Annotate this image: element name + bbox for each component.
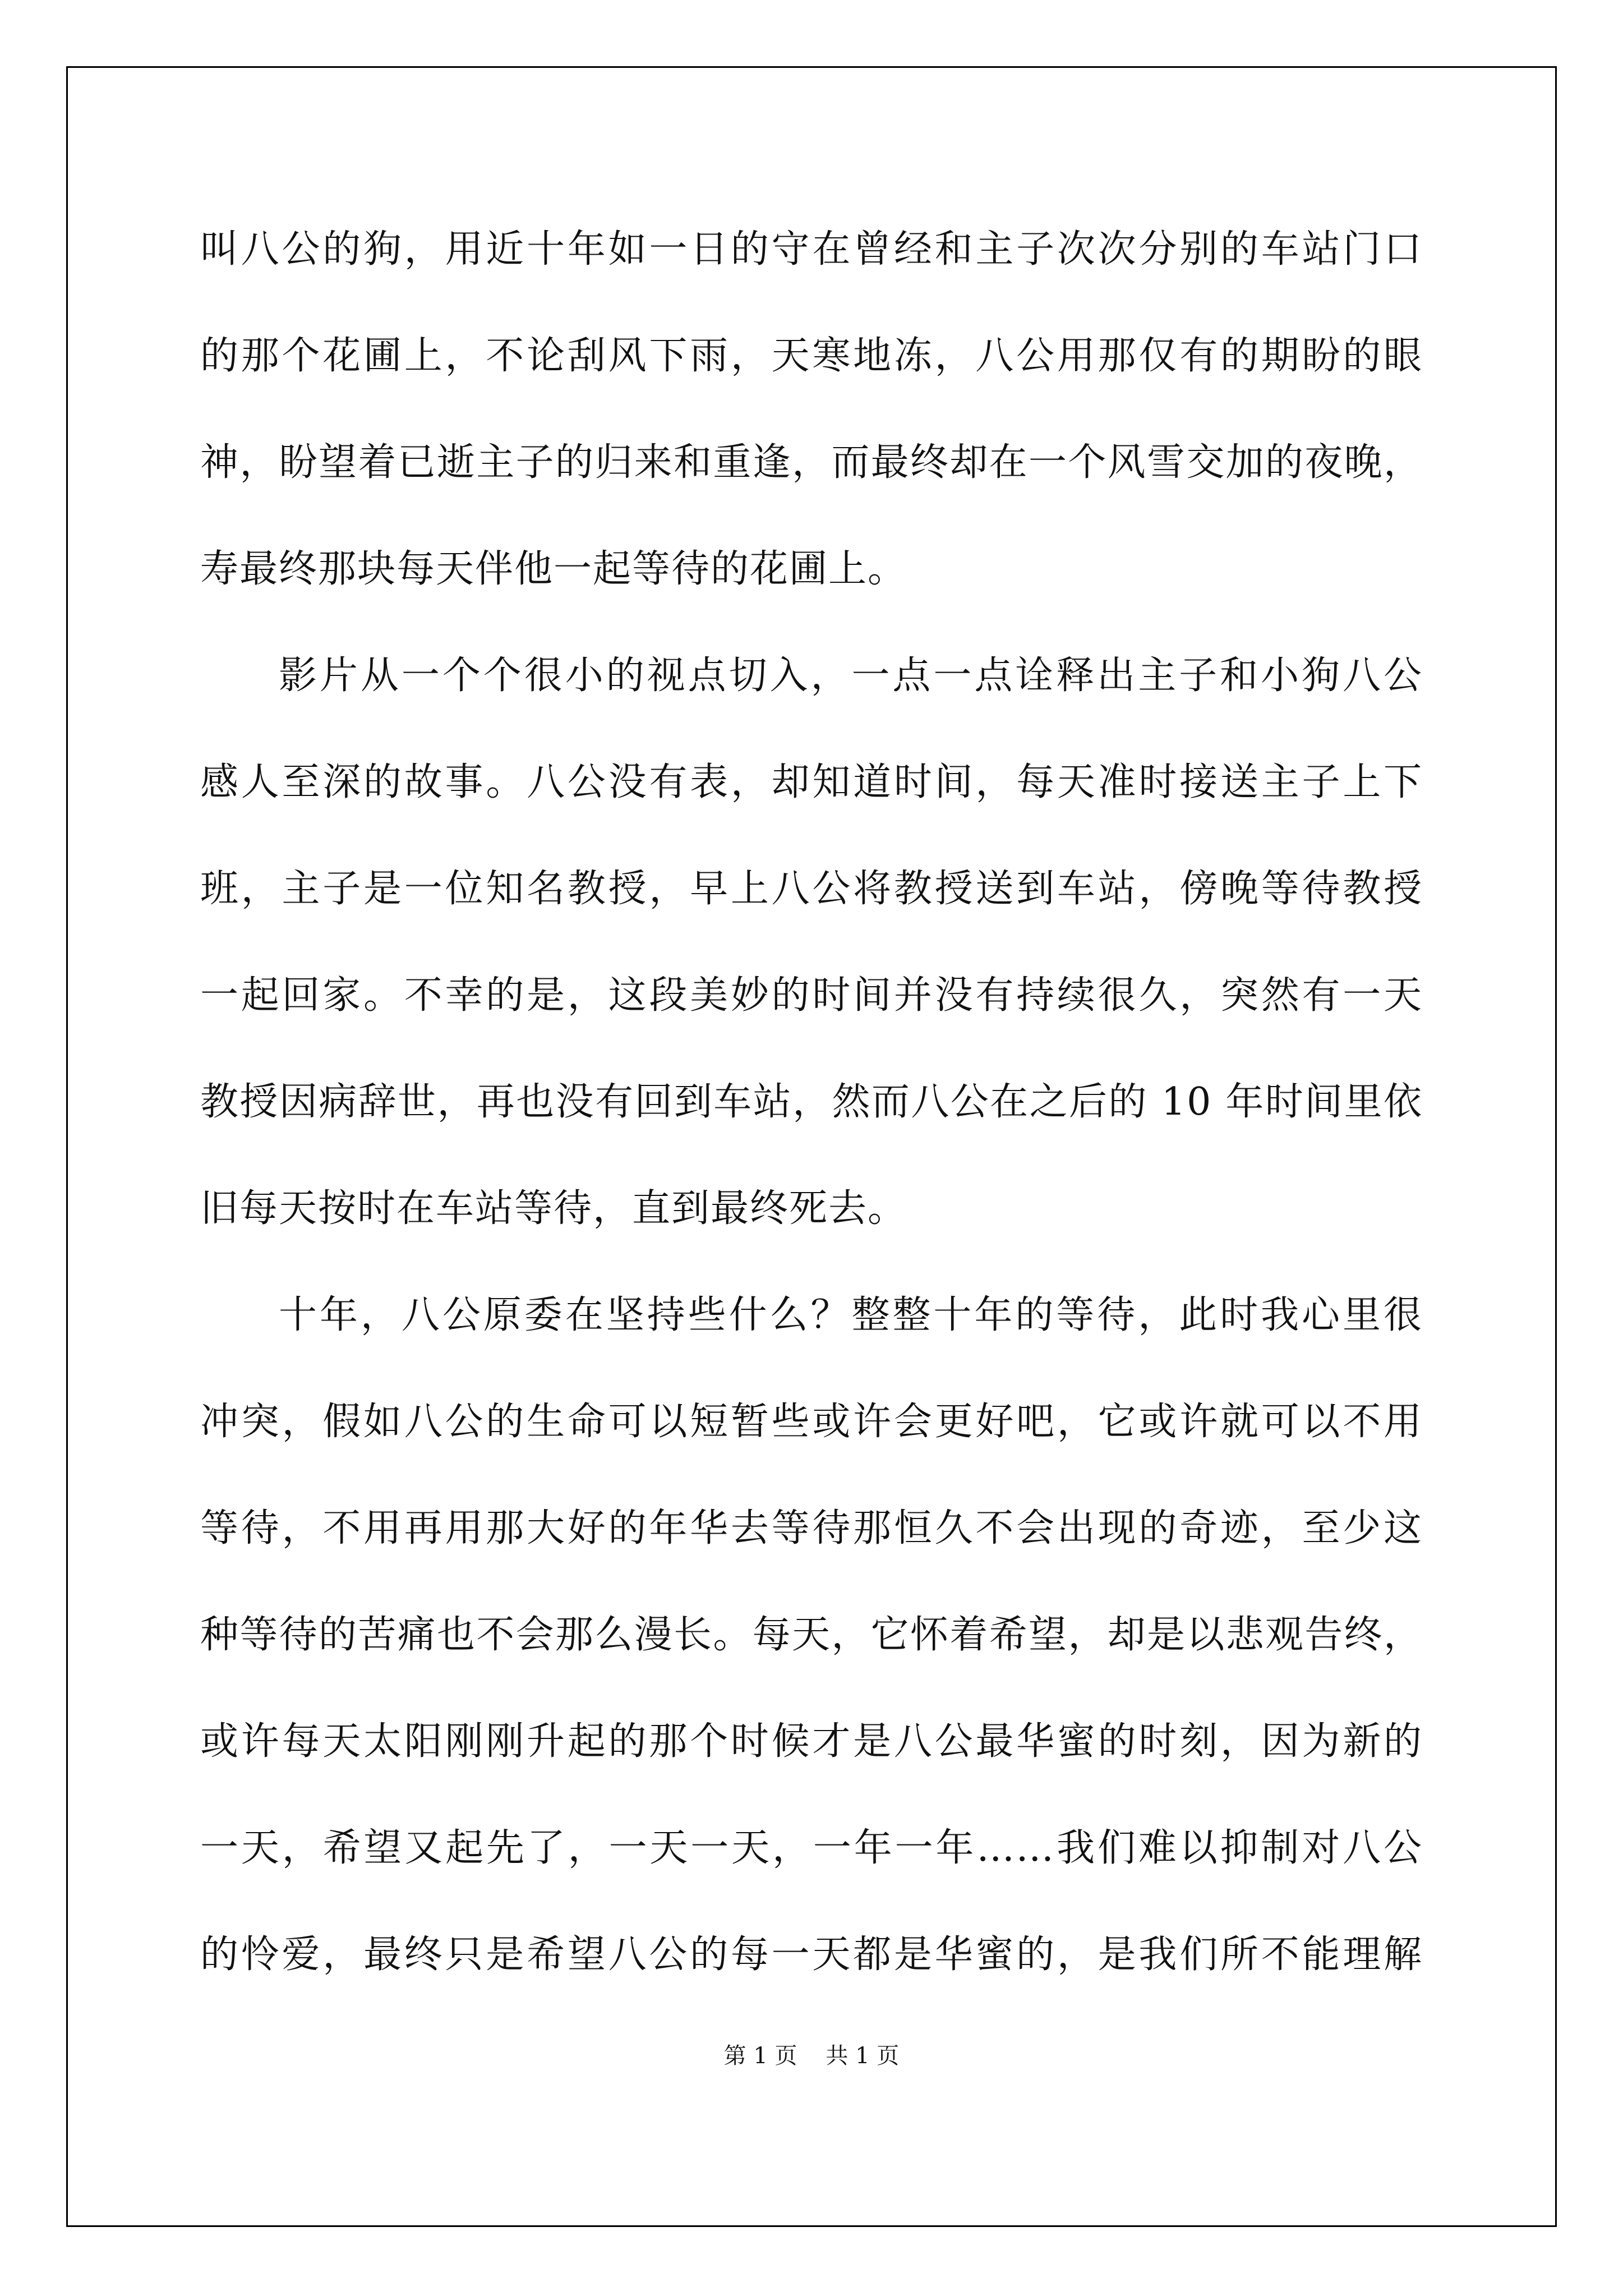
text-line: 的怜爱，最终只是希望八公的每一天都是华蜜的，是我们所不能理解 <box>200 1932 1423 1977</box>
page-number: 第 1 页 <box>723 2043 797 2069</box>
text-line: 旧每天按时在车站等待，直到最终死去。 <box>200 1186 907 1231</box>
page-border <box>66 66 1557 2227</box>
text-line: 神，盼望着已逝主子的归来和重逢，而最终却在一个风雪交加的夜晚， <box>200 440 1423 485</box>
text-line: 种等待的苦痛也不会那么漫长。每天，它怀着希望，却是以悲观告终， <box>200 1613 1423 1657</box>
text-line: 等待，不用再用那大好的年华去等待那恒久不会出现的奇迹，至少这 <box>200 1506 1423 1550</box>
page-footer <box>0 2042 1623 2070</box>
text-line: 班，主子是一位知名教授，早上八公将教授送到车站，傍晚等待教授 <box>200 867 1423 911</box>
text-line: 一天，希望又起先了，一天一天，一年一年……我们难以抑制对八公 <box>200 1826 1423 1870</box>
text-line: 或许每天太阳刚刚升起的那个时候才是八公最华蜜的时刻，因为新的 <box>200 1719 1423 1764</box>
text-line: 冲突，假如八公的生命可以短暂些或许会更好吧，它或许就可以不用 <box>200 1400 1423 1444</box>
text-line: 叫八公的狗，用近十年如一日的守在曾经和主子次次分别的车站门口 <box>200 227 1423 272</box>
text-line: 教授因病辞世，再也没有回到车站，然而八公在之后的 10 年时间里依 <box>200 1080 1423 1124</box>
text-line: 感人至深的故事。八公没有表，却知道时间，每天准时接送主子上下 <box>200 760 1423 804</box>
text-line: 影片从一个个很小的视点切入，一点一点诠释出主子和小狗八公 <box>279 654 1423 698</box>
text-line: 的那个花圃上，不论刮风下雨，天寒地冻，八公用那仅有的期盼的眼 <box>200 334 1423 378</box>
text-line: 寿最终那块每天伴他一起等待的花圃上。 <box>200 547 907 591</box>
text-line: 十年，八公原委在坚持些什么？整整十年的等待，此时我心里很 <box>279 1293 1423 1337</box>
text-line: 一起回家。不幸的是，这段美妙的时间并没有持续很久，突然有一天 <box>200 973 1423 1018</box>
page-total: 共 1 页 <box>826 2043 900 2069</box>
